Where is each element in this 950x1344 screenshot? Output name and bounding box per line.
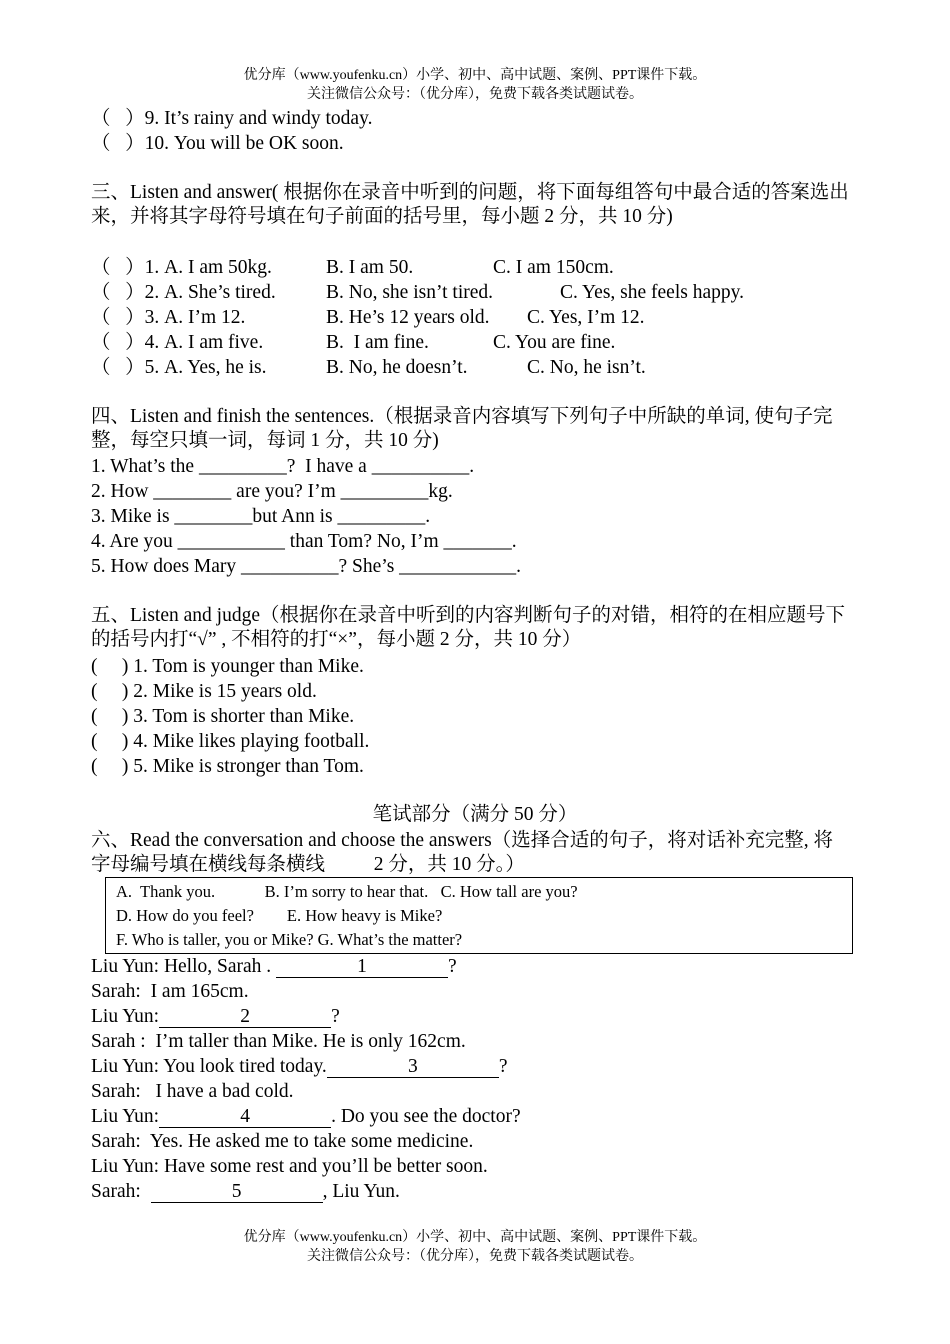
judge-item: ( ) 1. Tom is younger than Mike. bbox=[91, 656, 364, 677]
fill-blank-item: 4. Are you ___________ than Tom? No, I’m _______. bbox=[91, 531, 517, 552]
list-item: （ ）10. You will be OK soon. bbox=[91, 133, 344, 154]
dialog-line: Sarah : I’m taller than Mike. He is only 162cm. bbox=[91, 1031, 466, 1052]
judge-item: ( ) 2. Mike is 15 years old. bbox=[91, 681, 317, 702]
fill-blank-item: 2. How ________ are you? I’m _________kg. bbox=[91, 481, 453, 502]
dialog-line: Liu Yun: Hello, Sarah . 1 ? bbox=[91, 956, 457, 977]
section-6-title-line-1: 六、Read the conversation and choose the answers（选择合适的句子，将对话补充完整, 将 bbox=[91, 830, 833, 851]
answer-blank-2[interactable]: 2 bbox=[159, 1007, 331, 1028]
dialog-line: Liu Yun: 4 . Do you see the doctor? bbox=[91, 1106, 521, 1127]
dialog-line: Sarah: Yes. He asked me to take some medicine. bbox=[91, 1131, 474, 1152]
list-item: （ ）9. It’s rainy and windy today. bbox=[91, 108, 373, 129]
written-part-title: 笔试部分（满分 50 分） bbox=[372, 804, 578, 825]
dialog-line: Sarah: 5 , Liu Yun. bbox=[91, 1181, 400, 1202]
option-row: A. Thank you. B. I’m sorry to hear that. C. How tall are you? bbox=[116, 882, 578, 901]
section-4-title: 四、Listen and finish the sentences.（根据录音内容填写下列句子中所缺的单词, 使句子完整，每空只填一词，每词 1 分，共 10 分) bbox=[91, 406, 833, 451]
footer-line-1: 优分库（www.youfenku.cn）小学、初中、高中试题、案例、PPT课件下载。 bbox=[243, 1230, 707, 1245]
dialog-line: Liu Yun: 2 ? bbox=[91, 1006, 340, 1027]
judge-item: ( ) 5. Mike is stronger than Tom. bbox=[91, 756, 364, 777]
answer-blank-3[interactable]: 3 bbox=[327, 1057, 499, 1078]
footer-line-2: 关注微信公众号：（优分库），免费下载各类试题试卷。 bbox=[307, 1249, 643, 1264]
fill-blank-item: 5. How does Mary __________? She’s ____________. bbox=[91, 556, 522, 577]
fill-blank-item: 3. Mike is ________but Ann is _________. bbox=[91, 506, 431, 527]
answer-blank-1[interactable]: 1 bbox=[276, 957, 448, 978]
dialog-line: Liu Yun: You look tired today. 3 ? bbox=[91, 1056, 508, 1077]
options-box bbox=[105, 877, 853, 954]
fill-blank-item: 1. What’s the _________? I have a __________. bbox=[91, 456, 475, 477]
dialog-line: Sarah: I am 165cm. bbox=[91, 981, 249, 1002]
dialog-line: Liu Yun: Have some rest and you’ll be better soon. bbox=[91, 1156, 488, 1177]
answer-blank-5[interactable]: 5 bbox=[151, 1182, 323, 1203]
dialog-line: Sarah: I have a bad cold. bbox=[91, 1081, 294, 1102]
option-row: F. Who is taller, you or Mike? G. What’s the matter? bbox=[116, 930, 463, 949]
header-line-2: 关注微信公众号：（优分库），免费下载各类试题试卷。 bbox=[307, 87, 643, 102]
answer-blank-4[interactable]: 4 bbox=[159, 1107, 331, 1128]
section-3-title: 三、Listen and answer( 根据你在录音中听到的问题，将下面每组答句中最合适的答案选出来，并将其字母符号填在句子前面的括号里，每小题 2 分，共 10 分) bbox=[91, 182, 849, 227]
judge-item: ( ) 4. Mike likes playing football. bbox=[91, 731, 370, 752]
judge-item: ( ) 3. Tom is shorter than Mike. bbox=[91, 706, 355, 727]
header-line-1: 优分库（www.youfenku.cn）小学、初中、高中试题、案例、PPT课件下载。 bbox=[243, 68, 707, 83]
section-5-title: 五、Listen and judge（根据你在录音中听到的内容判断句子的对错，相符的在相应题号下的括号内打“√” , 不相符的打“×”，每小题 2 分，共 10 分） bbox=[91, 605, 845, 650]
option-row: D. How do you feel? E. How heavy is Mike? bbox=[116, 906, 443, 925]
section-6-title-line-2: 字母编号填在横线每条横线 2 分，共 10 分。） bbox=[91, 854, 525, 875]
